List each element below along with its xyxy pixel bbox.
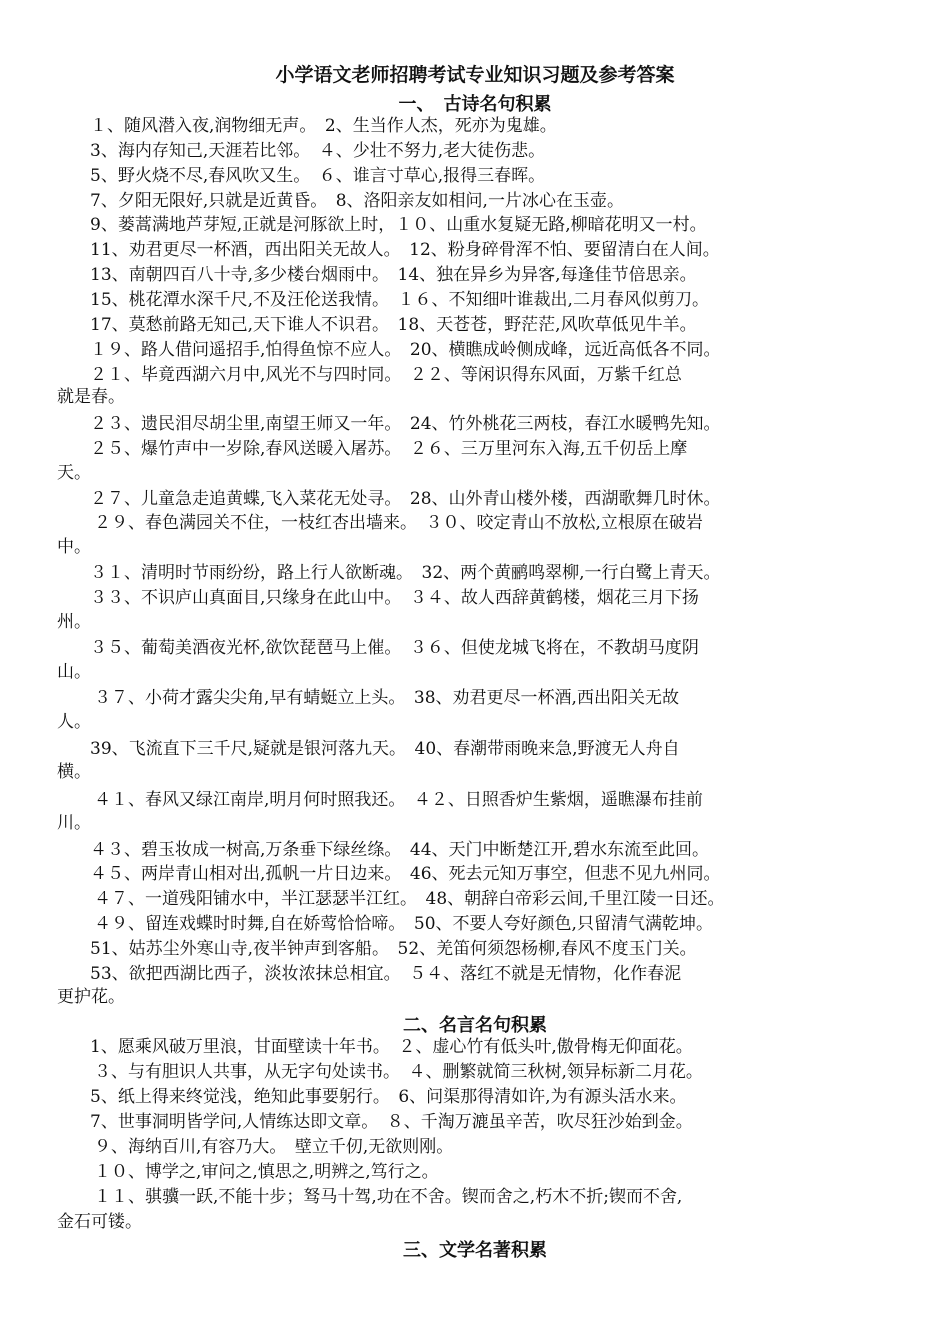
section-heading-famous-quotes: 二、名言名句积累 [403, 1015, 547, 1036]
text-line: 13、南朝四百八十寺,多少楼台烟雨中。 14、独在异乡为异客,每逢佳节倍思亲。 [90, 265, 697, 285]
text-line: 7、世事洞明皆学问,人情练达即文章。 ８、千淘万漉虽辛苦，吹尽狂沙始到金。 [90, 1112, 693, 1132]
section-heading-literary-classics: 三、文学名著积累 [403, 1240, 547, 1261]
text-line: ４９、留连戏蝶时时舞,自在娇莺恰恰啼。 50、不要人夸好颜色,只留清气满乾坤。 [94, 914, 713, 934]
text-line: 就是春。 [57, 387, 125, 407]
text-line: 川。 [57, 813, 91, 833]
text-line: １９、路人借问遥招手,怕得鱼惊不应人。 20、横瞧成岭侧成峰，远近高低各不同。 [90, 340, 721, 360]
text-line: ２３、遗民泪尽胡尘里,南望王师又一年。 24、竹外桃花三两枝，春江水暖鸭先知。 [90, 414, 721, 434]
text-line: 17、莫愁前路无知己,天下谁人不识君。 18、天苍苍，野茫茫,风吹草低见牛羊。 [90, 315, 697, 335]
text-line: 5、野火烧不尽,春风吹又生。 ６、谁言寸草心,报得三春晖。 [90, 166, 546, 186]
text-line: １、随风潜入夜,润物细无声。 2、生当作人杰，死亦为鬼雄。 [90, 116, 557, 136]
text-line: 9、蒌蒿满地芦芽短,正就是河豚欲上时，１０、山重水复疑无路,柳暗花明又一村。 [90, 215, 707, 235]
text-line: 53、欲把西湖比西子，淡妆浓抹总相宜。 ５４、落红不就是无情物，化作春泥 [90, 964, 682, 984]
text-line: 横。 [57, 762, 91, 782]
text-line: 天。 [57, 463, 91, 483]
text-line: ４３、碧玉妆成一树高,万条垂下绿丝绦。 44、天门中断楚江开,碧水东流至此回。 [90, 840, 709, 860]
text-line: ４７、一道残阳铺水中，半江瑟瑟半江红。 48、朝辞白帝彩云间,千里江陵一日还。 [94, 889, 725, 909]
text-line: 3、海内存知己,天涯若比邻。 ４、少壮不努力,老大徒伤悲。 [90, 141, 546, 161]
text-line: 11、劝君更尽一杯酒，西出阳关无故人。 12、粉身碎骨浑不怕、要留清白在人间。 [90, 240, 720, 260]
text-line: 州。 [57, 612, 91, 632]
text-line: 金石可镂。 [57, 1212, 142, 1232]
text-line: 5、纸上得来终觉浅，绝知此事要躬行。 6、问渠那得清如许,为有源头活水来。 [90, 1087, 687, 1107]
text-line: ４５、两岸青山相对出,孤帆一片日边来。 46、死去元知万事空，但悲不见九州同。 [90, 864, 721, 884]
text-line: ３７、小荷才露尖尖角,早有蜻蜓立上头。 38、劝君更尽一杯酒,西出阳关无故 [94, 688, 679, 708]
text-line: 15、桃花潭水深千尺,不及汪伦送我情。 １６、不知细叶谁裁出,二月春风似剪刀。 [90, 290, 709, 310]
text-line: ９、海纳百川,有容乃大。 壁立千仞,无欲则刚。 [94, 1137, 454, 1157]
text-line: ４１、春风又绿江南岸,明月何时照我还。 ４２、日照香炉生紫烟，遥瞧瀑布挂前 [94, 790, 703, 810]
text-line: ２７、儿童急走追黄蝶,飞入菜花无处寻。 28、山外青山楼外楼，西湖歌舞几时休。 [90, 489, 721, 509]
section-heading-ancient-poems: 一、 古诗名句积累 [398, 94, 552, 115]
text-line: 山。 [57, 662, 91, 682]
text-line: 1、愿乘风破万里浪，甘面壁读十年书。 ２、虚心竹有低头叶,傲骨梅无仰面花。 [90, 1037, 693, 1057]
text-line: 人。 [57, 712, 91, 732]
page-title: 小学语文老师招聘考试专业知识习题及参考答案 [275, 64, 675, 86]
text-line: 39、飞流直下三千尺,疑就是银河落九天。 40、春潮带雨晚来急,野渡无人舟自 [90, 739, 680, 759]
text-line: ３５、葡萄美酒夜光杯,欲饮琵琶马上催。 ３６、但使龙城飞将在，不教胡马度阴 [90, 638, 699, 658]
text-line: 51、姑苏尘外寒山寺,夜半钟声到客船。 52、羌笛何须怨杨柳,春风不度玉门关。 [90, 939, 697, 959]
text-line: ２９、春色满园关不住，一枝红杏出墙来。 ３０、咬定青山不放松,立根原在破岩 [94, 513, 703, 533]
text-line: ２５、爆竹声中一岁除,春风送暖入屠苏。 ２６、三万里河东入海,五千仞岳上摩 [90, 439, 688, 459]
text-line: １１、骐骥一跃,不能十步；驽马十驾,功在不舍。锲而舍之,朽木不折;锲而不舍, [94, 1187, 683, 1207]
text-line: １０、博学之,审问之,慎思之,明辨之,笃行之。 [94, 1162, 439, 1182]
text-line: ３、与有胆识人共事，从无字句处读书。 ４、删繁就简三秋树,领异标新二月花。 [94, 1062, 703, 1082]
text-line: 7、夕阳无限好,只就是近黄昏。 8、洛阳亲友如相问,一片冰心在玉壶。 [90, 191, 624, 211]
text-line: 中。 [57, 537, 91, 557]
text-line: ２１、毕竟西湖六月中,风光不与四时同。 ２２、等闲识得东风面，万紫千红总 [90, 365, 682, 385]
text-line: 更护花。 [57, 987, 125, 1007]
text-line: ３１、清明时节雨纷纷，路上行人欲断魂。 32、两个黄鹂鸣翠柳,一行白鹭上青天。 [90, 563, 721, 583]
text-line: ３３、不识庐山真面目,只缘身在此山中。 ３４、故人西辞黄鹤楼，烟花三月下扬 [90, 588, 699, 608]
